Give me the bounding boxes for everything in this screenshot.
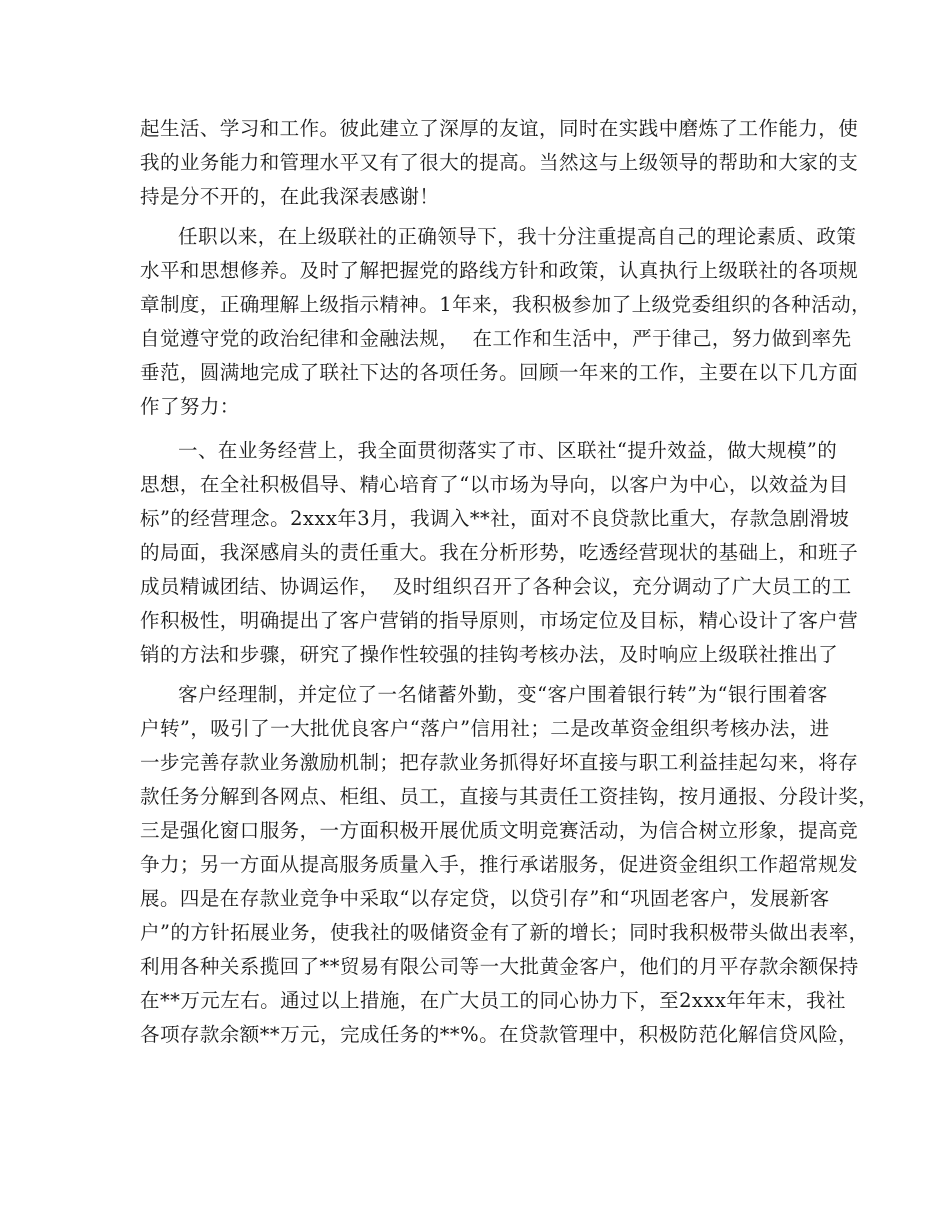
text-line: 作了努力：	[140, 395, 240, 418]
text-line: 起生活、学习和工作。彼此建立了深厚的友谊，同时在实践中磨炼了工作能力，使	[140, 117, 859, 140]
text-line: 我的业务能力和管理水平又有了很大的提高。当然这与上级领导的帮助和大家的支	[140, 151, 859, 174]
text-line: 成员精诚团结、协调运作， 及时组织召开了各种会议，充分调动了广大员工的工	[140, 575, 852, 598]
text-line: 各项存款余额**万元，完成任务的**%。在贷款管理中，积极防范化解信贷风险，	[140, 1023, 859, 1046]
text-line: 款任务分解到各网点、柜组、员工，直接与其责任工资挂钩，按月通报、分段计奖，	[140, 785, 879, 808]
paragraph-first-line: 一、在业务经营上，我全面贯彻落实了市、区联社“提升效益，做大规模”的	[178, 439, 838, 462]
paragraph-first-line: 任职以来，在上级联社的正确领导下，我十分注重提高自己的理论素质、政策	[178, 225, 857, 248]
text-line: 争力；另一方面从提高服务质量入手，推行承诺服务，促进资金组织工作超常规发	[140, 853, 859, 876]
text-line: 展。四是在存款业竞争中采取“以存定贷，以贷引存”和“巩固老客户，发展新客	[140, 887, 830, 910]
paragraph-first-line: 客户经理制，并定位了一名储蓄外勤，变“客户围着银行转”为“银行围着客	[178, 683, 828, 706]
text-line: 标”的经营理念。2xxx年3月，我调入**社，面对不良贷款比重大，存款急剧滑坡	[140, 507, 850, 530]
text-line: 水平和思想修养。及时了解把握党的路线方针和政策，认真执行上级联社的各项规	[140, 259, 859, 282]
text-line: 作积极性，明确提出了客户营销的指导原则，市场定位及目标，精心设计了客户营	[140, 609, 859, 632]
text-line: 销的方法和步骤，研究了操作性较强的挂钩考核办法，及时响应上级联社推出了	[140, 643, 839, 666]
text-line: 一步完善存款业务激励机制；把存款业务抓得好坏直接与职工利益挂起勾来，将存	[140, 751, 859, 774]
text-line: 在**万元左右。通过以上措施，在广大员工的同心协力下，至2xxx年年末，我社	[140, 989, 846, 1012]
text-line: 户转”，吸引了一大批优良客户“落户”信用社；二是改革资金组织考核办法，进	[140, 717, 830, 740]
text-line: 的局面，我深感肩头的责任重大。我在分析形势，吃透经营现状的基础上，和班子	[140, 541, 859, 564]
text-line: 思想，在全社积极倡导、精心培育了“以市场为导向，以客户为中心，以效益为目	[140, 473, 849, 496]
text-line: 垂范，圆满地完成了联社下达的各项任务。回顾一年来的工作，主要在以下几方面	[140, 361, 859, 384]
text-line: 持是分不开的，在此我深表感谢！	[140, 185, 440, 208]
text-line: 自觉遵守党的政治纪律和金融法规， 在工作和生活中，严于律己，努力做到率先	[140, 327, 852, 350]
text-line: 利用各种关系揽回了**贸易有限公司等一大批黄金客户，他们的月平存款余额保持	[140, 955, 859, 978]
text-line: 章制度，正确理解上级指示精神。1年来，我积极参加了上级党委组织的各种活动，	[140, 293, 872, 316]
text-line: 户”的方针拓展业务，使我社的吸储资金有了新的增长；同时我积极带头做出表率，	[140, 921, 869, 944]
text-line: 三是强化窗口服务，一方面积极开展优质文明竞赛活动，为信合树立形象，提高竞	[140, 819, 859, 842]
